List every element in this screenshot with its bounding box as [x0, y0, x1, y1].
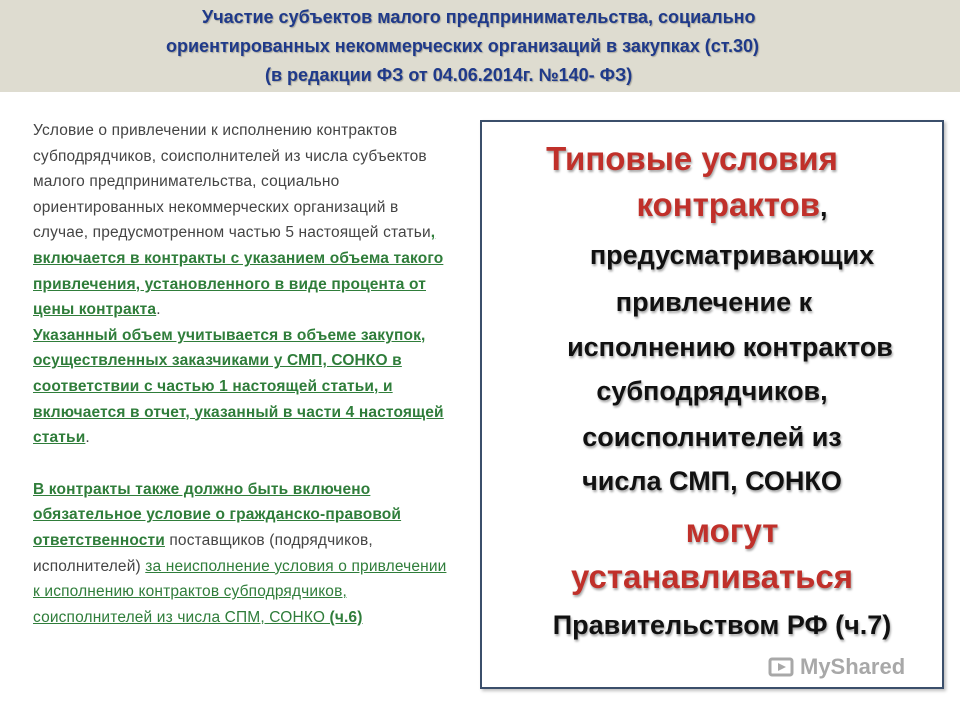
- title-line-1: Участие субъектов малого предпринимательства, социально: [202, 7, 756, 27]
- box-line-5: исполнению контрактов: [567, 332, 893, 362]
- paragraph-1: [33, 118, 453, 451]
- box-line-8: числа СМП, СОНКО: [582, 466, 842, 496]
- box-line-3: предусматривающих: [589, 240, 875, 270]
- box-line-10: устанавливаться: [570, 558, 854, 595]
- p2-green-text-3: (ч.6): [329, 608, 363, 626]
- title-line-2: ориентированных некоммерческих организаций в закупках (ст.30): [166, 36, 760, 56]
- box-line-2-comma: ,: [820, 192, 828, 222]
- box-line-11: Правительством РФ (ч.7): [552, 610, 892, 640]
- p2-plain-text: поставщиков (подрядчиков, исполнителей): [33, 531, 373, 575]
- p2-green-text-1: В контракты также должно быть включено обязательное условие о гражданско-правовой ответственности: [33, 480, 402, 549]
- slideshow-icon: [768, 654, 794, 680]
- p1-green-text-1: , включается в контракты с указанием объема такого привлечения, установленного в виде процента от цены контракта: [33, 224, 444, 319]
- box-line-7: соисполнителей из: [582, 422, 842, 452]
- p1-plain-text: Условие о привлечении к исполнению контрактов субподрядчиков, соисполнителей из числа субъектов малого предпринимательства, социально ориентированных некоммерческих организаций в случае, предусмотренном частью 5 настоящей статьи: [33, 122, 431, 242]
- box-line-6: субподрядчиков,: [596, 376, 828, 406]
- p1-period-2: .: [85, 429, 90, 447]
- p1-green-text-2: Указанный объем учитывается в объеме закупок, осуществленных заказчиками у СМП, СОНКО в соответствии с частью 1 настоящей статьи, и включается в отчет, указанный в части 4 настоящей статьи: [33, 326, 444, 447]
- box-line-4: привлечение к: [615, 287, 813, 317]
- title-banner: [0, 0, 960, 92]
- highlight-box: [480, 120, 944, 689]
- box-line-2: [502, 186, 960, 224]
- title-line-3: (в редакции ФЗ от 04.06.2014г. №140- ФЗ): [265, 65, 633, 85]
- left-text-column: [33, 118, 453, 630]
- p2-green-text-2: за неисполнение условия о привлечении к исполнению контрактов субподрядчиков, соисполнителей из числа СПМ, СОНКО: [33, 557, 447, 626]
- paragraph-2: [33, 477, 453, 631]
- box-line-9: могут: [685, 512, 779, 549]
- watermark: [768, 654, 905, 680]
- box-line-1: Типовые условия: [546, 140, 838, 177]
- p1-period-1: .: [156, 301, 161, 319]
- watermark-text: MyShared: [800, 654, 906, 679]
- box-line-2-red: контрактов: [636, 186, 820, 223]
